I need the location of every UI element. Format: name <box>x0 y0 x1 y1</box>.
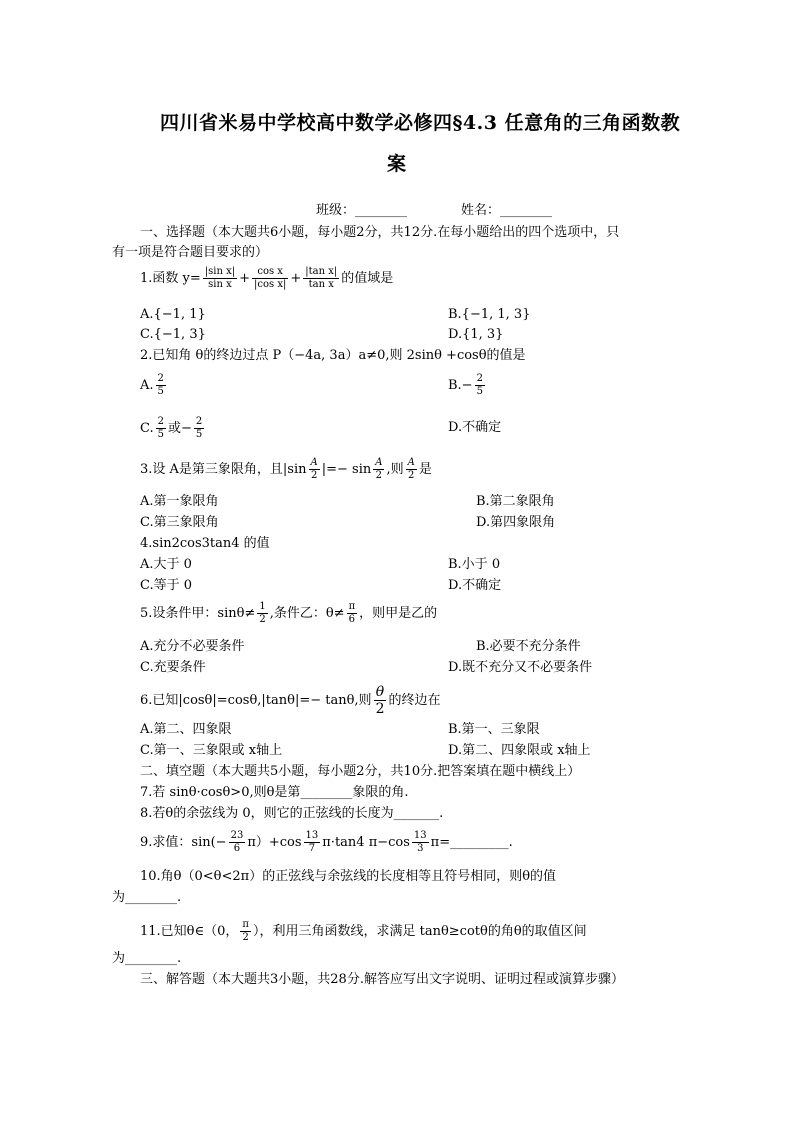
q9-part3: π·tan4 π−cos <box>322 835 410 850</box>
q1-f2-den: |cos x| <box>254 279 287 290</box>
q5-f1-den: 2 <box>259 614 266 625</box>
q11-part2: ），利用三角函数线，求满足 tanθ≥cotθ的角θ的取值区间 <box>252 924 587 939</box>
q1-fraction-1 <box>203 266 237 291</box>
q1-stem <box>140 266 393 291</box>
q1-fraction-2 <box>252 266 288 291</box>
q10-line2: 为________. <box>112 890 182 905</box>
q9-f1-num: 23 <box>230 830 244 841</box>
q2-c-num2: 2 <box>195 416 203 427</box>
q6-stem <box>140 684 441 717</box>
document-title-line1: 四川省米易中学校高中数学必修四§4.3 任意角的三角函数教 <box>160 112 681 134</box>
q1-f2-num: cos x <box>252 266 288 279</box>
q6-f-den: 2 <box>375 701 385 717</box>
q1-f3-den: tan x <box>308 279 334 290</box>
q11-f-num: π <box>242 919 249 930</box>
q6-option-a: A.第二、四象限 <box>140 722 232 737</box>
q5-stem <box>140 601 437 626</box>
document-title-line2: 案 <box>387 153 407 175</box>
q9-f2-den: 7 <box>308 843 316 854</box>
q4-option-d: D.不确定 <box>448 578 502 593</box>
q5-option-b: B.必要不充分条件 <box>476 639 581 654</box>
q3-fraction-b <box>373 457 384 482</box>
q1-f3-num: |tan x| <box>305 266 338 277</box>
q1-f1-den: sin x <box>208 279 232 290</box>
q5-f1-num: 1 <box>259 601 266 612</box>
q3-stem <box>140 457 432 482</box>
q2-option-a <box>140 373 168 398</box>
q6-part1: 6.已知|cosθ|=cosθ,|tanθ|=− tanθ,则 <box>140 693 372 708</box>
q2-c-den2: 5 <box>195 429 203 440</box>
q9-fraction-2 <box>304 830 321 855</box>
q6-option-c: C.第一、三象限或 x轴上 <box>140 743 283 758</box>
q2-stem: 2.已知角 θ的终边过点 P（−4a, 3a）a≠0,则 2sinθ +cosθ的值是 <box>140 348 526 363</box>
q5-f2-den: 6 <box>348 614 356 625</box>
q1-suffix: 的值域是 <box>341 271 394 286</box>
q2-a-num: 2 <box>157 373 164 384</box>
q4-stem: 4.sin2cos3tan4 的值 <box>140 536 270 551</box>
q2-b-label: B.− <box>448 378 473 393</box>
q10-line1: 10.角θ（0<θ<2π）的正弦线与余弦线的长度相等且符号相同，则θ的值 <box>140 869 557 884</box>
q1-plus-1: + <box>239 271 251 286</box>
q5-fraction-2 <box>347 601 358 626</box>
q2-a-den: 5 <box>157 386 164 397</box>
q1-prefix: 1.函数 y= <box>140 271 201 286</box>
q2-c-fraction-1 <box>156 416 166 441</box>
q9-f1-den: 6 <box>233 843 241 854</box>
q6-option-b: B.第一、三象限 <box>448 722 540 737</box>
q3-part2: |=− sin <box>321 462 372 477</box>
q4-option-c: C.等于 0 <box>140 578 193 593</box>
q11-part1: 11.已知θ∈（0， <box>140 924 239 939</box>
q3-fa-num: A <box>310 457 318 468</box>
q4-option-b: B.小于 0 <box>448 557 501 572</box>
q1-option-c: C.{−1, 3} <box>140 327 206 342</box>
q3-part1: 3.设 A是第三象限角，且|sin <box>140 462 307 477</box>
q3-part3: ,则 <box>386 462 404 477</box>
q1-fraction-3 <box>303 266 339 291</box>
q8-stem: 8.若θ的余弦线为 0，则它的正弦线的长度为_______. <box>140 806 444 821</box>
q1-f1-num: |sin x| <box>204 266 236 277</box>
q2-option-d: D.不确定 <box>448 420 502 435</box>
q2-b-num: 2 <box>476 373 483 384</box>
q9-f3-num: 13 <box>413 830 427 841</box>
q11-line2: 为________. <box>112 951 182 966</box>
q1-option-d: D.{1, 3} <box>448 327 504 342</box>
q6-option-d: D.第二、四象限或 x轴上 <box>448 743 591 758</box>
q11-fraction <box>240 919 251 944</box>
section2-heading: 二、填空题（本大题共5小题，每小题2分，共10分.把答案填在题中横线上） <box>140 764 581 779</box>
name-field: 姓名：________ <box>461 203 553 218</box>
q2-c-mid: 或− <box>168 421 192 436</box>
q3-fa-den: 2 <box>310 470 318 481</box>
q1-plus-2: + <box>290 271 302 286</box>
q2-a-label: A. <box>140 378 154 393</box>
q3-option-d: D.第四象限角 <box>476 515 556 530</box>
q3-fb-num: A <box>375 457 383 468</box>
q3-part4: 是 <box>418 462 432 477</box>
q7-stem: 7.若 sinθ·cosθ>0,则θ是第________象限的角. <box>140 785 409 800</box>
q5-f2-num: π <box>348 601 356 612</box>
class-field: 班级：________ <box>316 203 408 218</box>
q3-fraction-c <box>406 457 417 482</box>
q3-fraction-a <box>309 457 320 482</box>
q5-option-d: D.既不充分又不必要条件 <box>448 660 593 675</box>
q11-line1 <box>140 919 587 944</box>
q2-b-fraction <box>475 373 485 398</box>
q2-option-c <box>140 416 206 441</box>
q9-fraction-3 <box>412 830 429 855</box>
q9-part1: 9.求值：sin(− <box>140 835 227 850</box>
section1-heading-line1: 一、选择题（本大题共6小题，每小题2分，共12分.在每小题给出的四个选项中，只 <box>140 225 620 240</box>
section3-heading: 三、解答题（本大题共3小题，共28分.解答应写出文字说明、证明过程或演算步骤） <box>140 972 624 987</box>
q5-part1: 5.设条件甲：sinθ≠ <box>140 606 256 621</box>
q9-stem <box>140 830 513 855</box>
q9-f3-den: 3 <box>417 843 424 854</box>
q5-fraction-1 <box>257 601 267 626</box>
q3-fb-den: 2 <box>375 470 383 481</box>
q5-option-a: A.充分不必要条件 <box>140 639 245 654</box>
q5-option-c: C.充要条件 <box>140 660 206 675</box>
q3-option-b: B.第二象限角 <box>476 494 555 509</box>
q11-f-den: 2 <box>242 932 249 943</box>
q9-f2-num: 13 <box>305 830 319 841</box>
q2-c-label: C. <box>140 421 154 436</box>
q1-option-b: B.{−1, 1, 3} <box>448 307 531 322</box>
q3-option-a: A.第一象限角 <box>140 494 219 509</box>
section1-heading-line2: 有一项是符合题目要求的） <box>112 245 269 260</box>
q3-fc-den: 2 <box>408 470 415 481</box>
q5-part2: ,条件乙：θ≠ <box>269 606 345 621</box>
q1-option-a: A.{−1, 1} <box>140 307 206 322</box>
q2-c-fraction-2 <box>194 416 204 441</box>
q2-c-num1: 2 <box>157 416 164 427</box>
q9-part4: π=_________. <box>430 835 513 850</box>
q9-fraction-1 <box>229 830 246 855</box>
q2-a-fraction <box>156 373 166 398</box>
q2-option-b <box>448 373 487 398</box>
q6-f-num: θ <box>374 684 387 701</box>
q3-option-c: C.第三象限角 <box>140 515 219 530</box>
q6-fraction <box>374 684 387 717</box>
q3-fc-num: A <box>407 457 415 468</box>
q2-b-den: 5 <box>476 386 483 397</box>
q4-option-a: A.大于 0 <box>140 557 192 572</box>
q2-c-den1: 5 <box>157 429 164 440</box>
q5-part3: ，则甲是乙的 <box>359 606 438 621</box>
q6-part2: 的终边在 <box>388 693 441 708</box>
q9-part2: π）+cos <box>247 835 302 850</box>
